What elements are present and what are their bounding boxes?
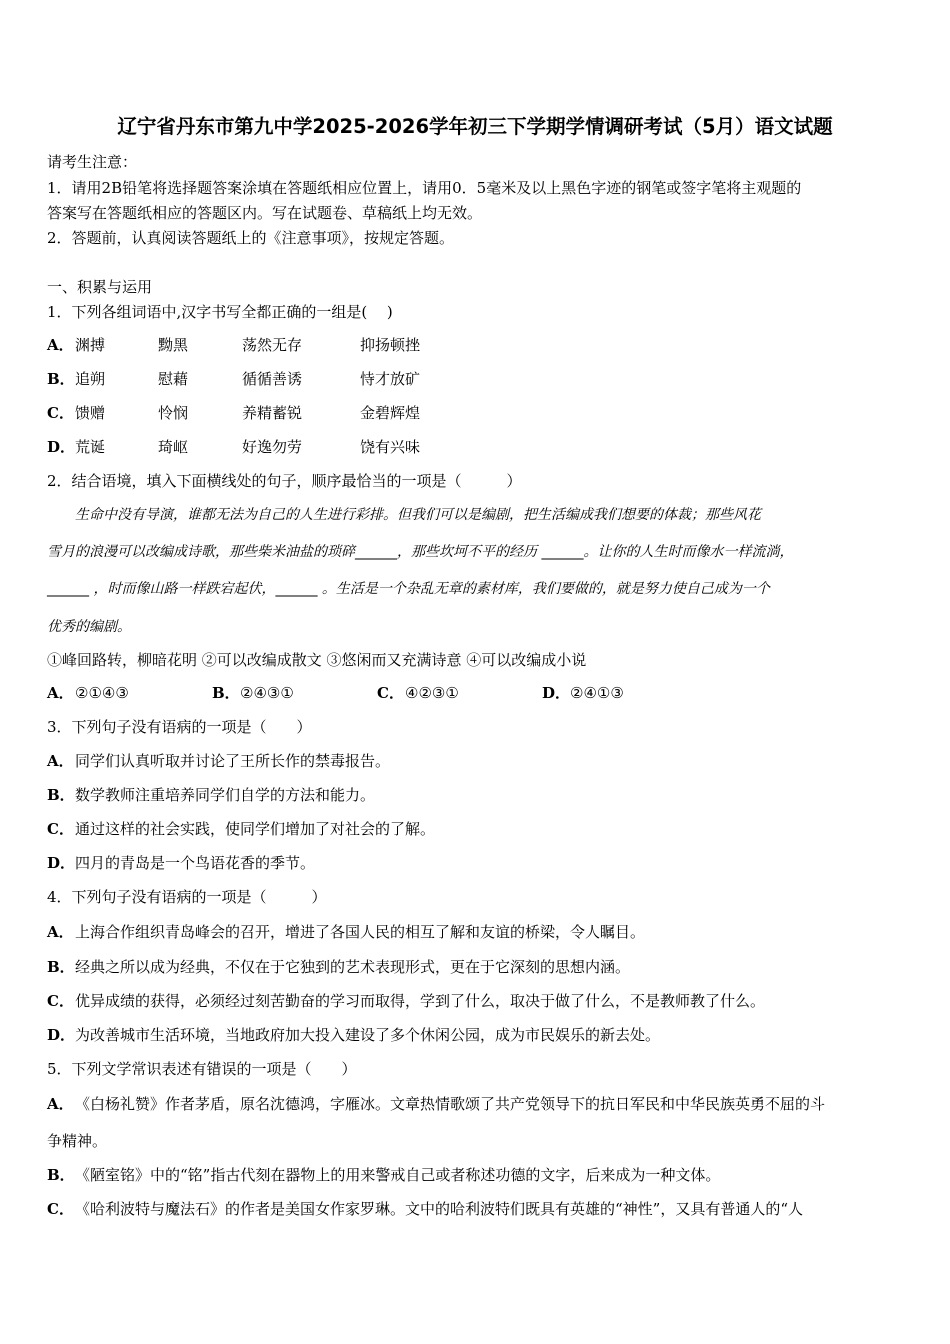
option-label: A．: [47, 684, 74, 702]
option-word: 好逸勿劳: [242, 438, 303, 456]
option-text: ④②③①: [405, 684, 459, 702]
option-label: D．: [47, 854, 76, 872]
option-text: ②①④③: [75, 684, 129, 702]
option-word: 黝黑: [158, 336, 189, 354]
option-label: A．: [47, 1095, 74, 1113]
option-word: 金碧辉煌: [360, 404, 421, 422]
option-label: C．: [377, 684, 404, 702]
option-text: 上海合作组织青岛峰会的召开，增进了各国人民的相互了解和友谊的桥梁，令人瞩目。: [75, 923, 646, 941]
option-text: 《白杨礼赞》作者茅盾，原名沈德鸿，字雁冰。文章热情歌颂了共产党领导下的抗日军民和中华民族英勇不屈的斗: [75, 1095, 826, 1113]
option-text: 四月的青岛是一个鸟语花香的季节。: [75, 854, 316, 872]
option-label: B．: [47, 1166, 75, 1184]
option-word: 荒诞: [75, 438, 106, 456]
option-text: ②④③①: [240, 684, 294, 702]
option-word: 怜悯: [158, 404, 189, 422]
option-label: B．: [47, 786, 75, 804]
question-stem: 1．下列各组词语中,汉字书写全都正确的一组是( ): [47, 303, 393, 321]
option-label: A．: [47, 923, 74, 941]
option-word: 恃才放矿: [360, 370, 421, 388]
option-text: 《陋室铭》中的“铭”指古代刻在器物上的用来警戒自己或者称述功德的文字，后来成为一种文体。: [75, 1166, 721, 1184]
option-text: 数学教师注重培养同学们自学的方法和能力。: [75, 786, 376, 804]
option-word: 循循善诱: [242, 370, 303, 388]
page-title: 辽宁省丹东市第九中学2025-2026学年初三下学期学情调研考试（5月）语文试题: [117, 115, 833, 138]
notice-heading: 请考生注意：: [47, 153, 138, 171]
option-text: ②④①③: [570, 684, 624, 702]
question-stem: 4．下列句子没有语病的一项是（ ）: [47, 888, 327, 906]
option-label: D．: [542, 684, 571, 702]
option-label: D．: [47, 438, 76, 456]
question-stem: 3．下列句子没有语病的一项是（ ）: [47, 718, 312, 736]
question-stem: 2．结合语境，填入下面横线处的句子，顺序最恰当的一项是（ ）: [47, 472, 522, 490]
option-label: B．: [47, 370, 75, 388]
option-text: 同学们认真听取并讨论了王所长作的禁毒报告。: [75, 752, 391, 770]
section-heading: 一、积累与运用: [47, 278, 153, 296]
option-text: 经典之所以成为经典，不仅在于它独到的艺术表现形式，更在于它深刻的思想内涵。: [75, 958, 631, 976]
option-label: B．: [212, 684, 240, 702]
option-word: 追朔: [75, 370, 106, 388]
option-label: D．: [47, 1026, 76, 1044]
option-word: 慰藉: [158, 370, 189, 388]
question-stem: 5．下列文学常识表述有错误的一项是（ ）: [47, 1060, 357, 1078]
option-text: 《哈利波特与魔法石》的作者是美国女作家罗琳。文中的哈利波特们既具有英雄的“神性”，又具有普通人的“人: [75, 1200, 804, 1218]
option-word: 饶有兴味: [360, 438, 421, 456]
option-label: A．: [47, 336, 74, 354]
option-label: C．: [47, 820, 74, 838]
option-text: 优异成绩的获得，必须经过刻苦勤奋的学习而取得，学到了什么，取决于做了什么，不是教师教了什么。: [75, 992, 766, 1010]
option-word: 荡然无存: [242, 336, 303, 354]
option-label: C．: [47, 992, 74, 1010]
choice-list: ①峰回路转，柳暗花明 ②可以改编成散文 ③悠闲而又充满诗意 ④可以改编成小说: [47, 651, 587, 669]
option-text-continued: 争精神。: [47, 1132, 108, 1150]
option-word: 琦岖: [158, 438, 189, 456]
option-text: 通过这样的社会实践，使同学们增加了对社会的了解。: [75, 820, 436, 838]
passage-line: ______ ，时而像山路一样跌宕起伏，______ 。生活是一个杂乱无章的素材库，我们要做的，就是努力使自己成为一个: [47, 581, 770, 597]
notice-line: 答案写在答题纸相应的答题区内。写在试题卷、草稿纸上均无效。: [47, 204, 483, 222]
option-label: C．: [47, 404, 74, 422]
passage-line: 生命中没有导演，谁都无法为自己的人生进行彩排。但我们可以是编剧，把生活编成我们想要的体裁；那些风花: [47, 507, 761, 523]
option-word: 渊搏: [75, 336, 106, 354]
option-word: 馈赠: [75, 404, 106, 422]
option-label: C．: [47, 1200, 74, 1218]
passage-line: 优秀的编剧。: [47, 619, 131, 635]
option-text: 为改善城市生活环境，当地政府加大投入建设了多个休闲公园，成为市民娱乐的新去处。: [75, 1026, 661, 1044]
option-word: 养精蓄锐: [242, 404, 303, 422]
notice-line: 1．请用2B铅笔将选择题答案涂填在答题纸相应位置上，请用0．5毫米及以上黑色字迹的钢笔或签字笔将主观题的: [47, 179, 802, 197]
option-word: 抑扬顿挫: [360, 336, 421, 354]
option-label: B．: [47, 958, 75, 976]
passage-line: 雪月的浪漫可以改编成诗歌，那些柴米油盐的琐碎______，那些坎坷不平的经历 ______。让你的人生时而像水一样流淌，: [47, 544, 794, 560]
option-label: A．: [47, 752, 74, 770]
notice-line: 2．答题前，认真阅读答题纸上的《注意事项》，按规定答题。: [47, 229, 455, 247]
